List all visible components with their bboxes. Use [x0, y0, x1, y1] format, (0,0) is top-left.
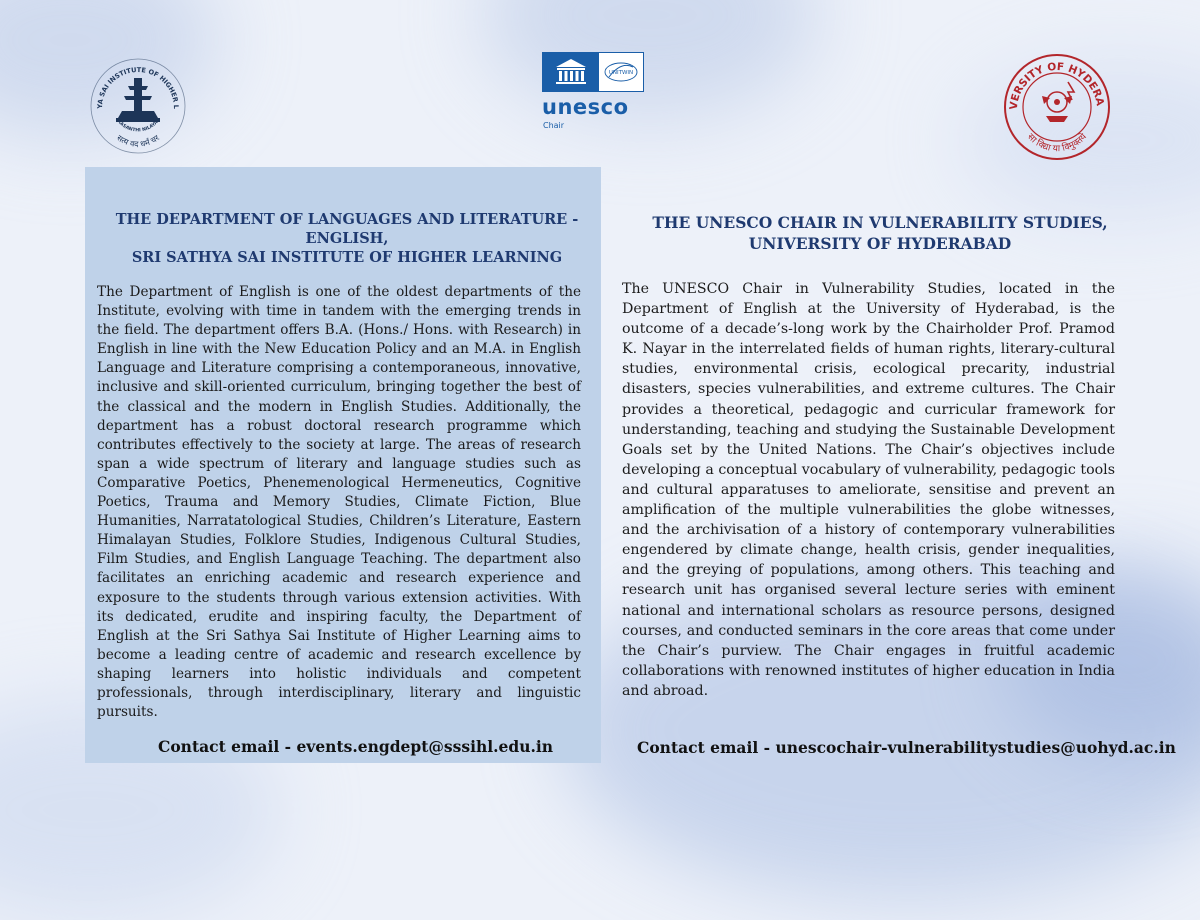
sssihl-logo [88, 56, 188, 156]
right-heading-line2: UNIVERSITY OF HYDERABAD [748, 234, 1012, 253]
uoh-logo-motto: सा विद्या या विमुक्तये [1025, 132, 1089, 155]
right-body-text: The UNESCO Chair in Vulnerability Studies, located in the Department of English at the University of Hyderabad, is the outcome of a decade’s-long work by the Chairholder Prof. Pramod K. Nayar in the interrelated fields of human rights, literary-cultural studies, environmental crisis, ecological precarity, industrial disasters, species vulnerabilities, and extreme cultures. The Chair provides a theoretical, pedagogic and curricular framework for understanding, teaching and studying the Sustainable Development Goals set by the United Nations. The Chair’s objectives include developing a conceptual vocabulary of vulnerability, pedagogic tools and cultural apparatuses to ameliorate, sensitise and prevent an amplification of the multiple vulnerabilities the globe witnesses, and the archivisation of a history of contemporary vulnerabilities engendered by climate change, health crisis, gender inequalities, and the greying of populations, among others. This teaching and research unit has organised several lecture series with eminent national and international scholars as resource persons, designed courses, and conducted seminars in the core areas that come under the Chair’s purview. The Chair engages in fruitful academic collaborations with renowned institutes of higher education in India and abroad. [622, 281, 1115, 699]
uoh-emblem-icon [1002, 52, 1112, 162]
unitwin-text: UNITWIN [608, 70, 634, 76]
left-heading-line2: SRI SATHYA SAI INSTITUTE OF HIGHER LEARNING [131, 249, 563, 266]
sssihl-emblem-icon [88, 56, 188, 156]
unesco-temple-icon [543, 53, 599, 91]
unesco-chair-logo [542, 52, 644, 130]
sssihl-logo-motto: सत्य वद धर्मं चर [115, 133, 161, 149]
sssihl-logo-text: YA SAI INSTITUTE OF HIGHER L [95, 65, 181, 110]
left-contact-email: Contact email - events.engdept@sssihl.edu.in [158, 737, 554, 756]
left-heading-line1: THE DEPARTMENT OF LANGUAGES AND LITERATURE - ENGLISH, [115, 211, 579, 247]
uoh-logo-text: VERSITY OF HYDERA [1007, 60, 1106, 111]
unitwin-icon [599, 53, 643, 91]
sssihl-logo-place: RASANTHI NILAYA [115, 119, 160, 134]
svg-text:सा विद्या या विमुक्तये [1025, 130, 1089, 154]
left-body-text: The Department of English is one of the oldest departments of the Institute, evolving with time in tandem with the emerging trends in the field. The department offers B.A. (Hons./ Hons. with Research) in English in line with the New Education Policy and an M.A. in English Language and Literature comprising a contemporaneous, innovative, inclusive and skill-oriented curriculum, bringing together the best of the classical and the modern in English Studies. Additionally, the department has a robust doctoral research programme which contributes effectively to the society at large. The areas of research span a wide spectrum of literary and language studies such as Comparative Poetics, Phenemenological Hermeneutics, Cognitive Poetics, Trauma and Memory Studies, Climate Fiction, Blue Humanities, Narratatological Studies, Children’s Literature, Eastern Himalayan Studies, Folklore Studies, Indigenous Cultural Studies, Film Studies, and English Language Teaching. The department also facilitates an enriching academic and research experience and exposure to the students through various extension activities. With its dedicated, erudite and inspiring faculty, the Department of English at the Sri Sathya Sai Institute of Higher Learning aims to become a leading centre of academic and research excellence by shaping learners into holistic individuals and competent professionals, through interdisciplinary, literary and linguistic pursuits. [97, 284, 581, 721]
unesco-chair-label: Chair [543, 121, 565, 130]
right-contact-email: Contact email - unescochair-vulnerabilitystudies@uohyd.ac.in [637, 738, 1176, 757]
background-blob [480, 0, 820, 120]
right-heading [620, 212, 1140, 254]
unesco-wordmark: unesco [542, 95, 629, 119]
svg-text:सत्य वद धर्मं चर [115, 133, 161, 149]
left-heading [92, 210, 602, 267]
right-heading-line1: THE UNESCO CHAIR IN VULNERABILITY STUDIES, [652, 213, 1108, 232]
uoh-logo [1002, 52, 1112, 162]
